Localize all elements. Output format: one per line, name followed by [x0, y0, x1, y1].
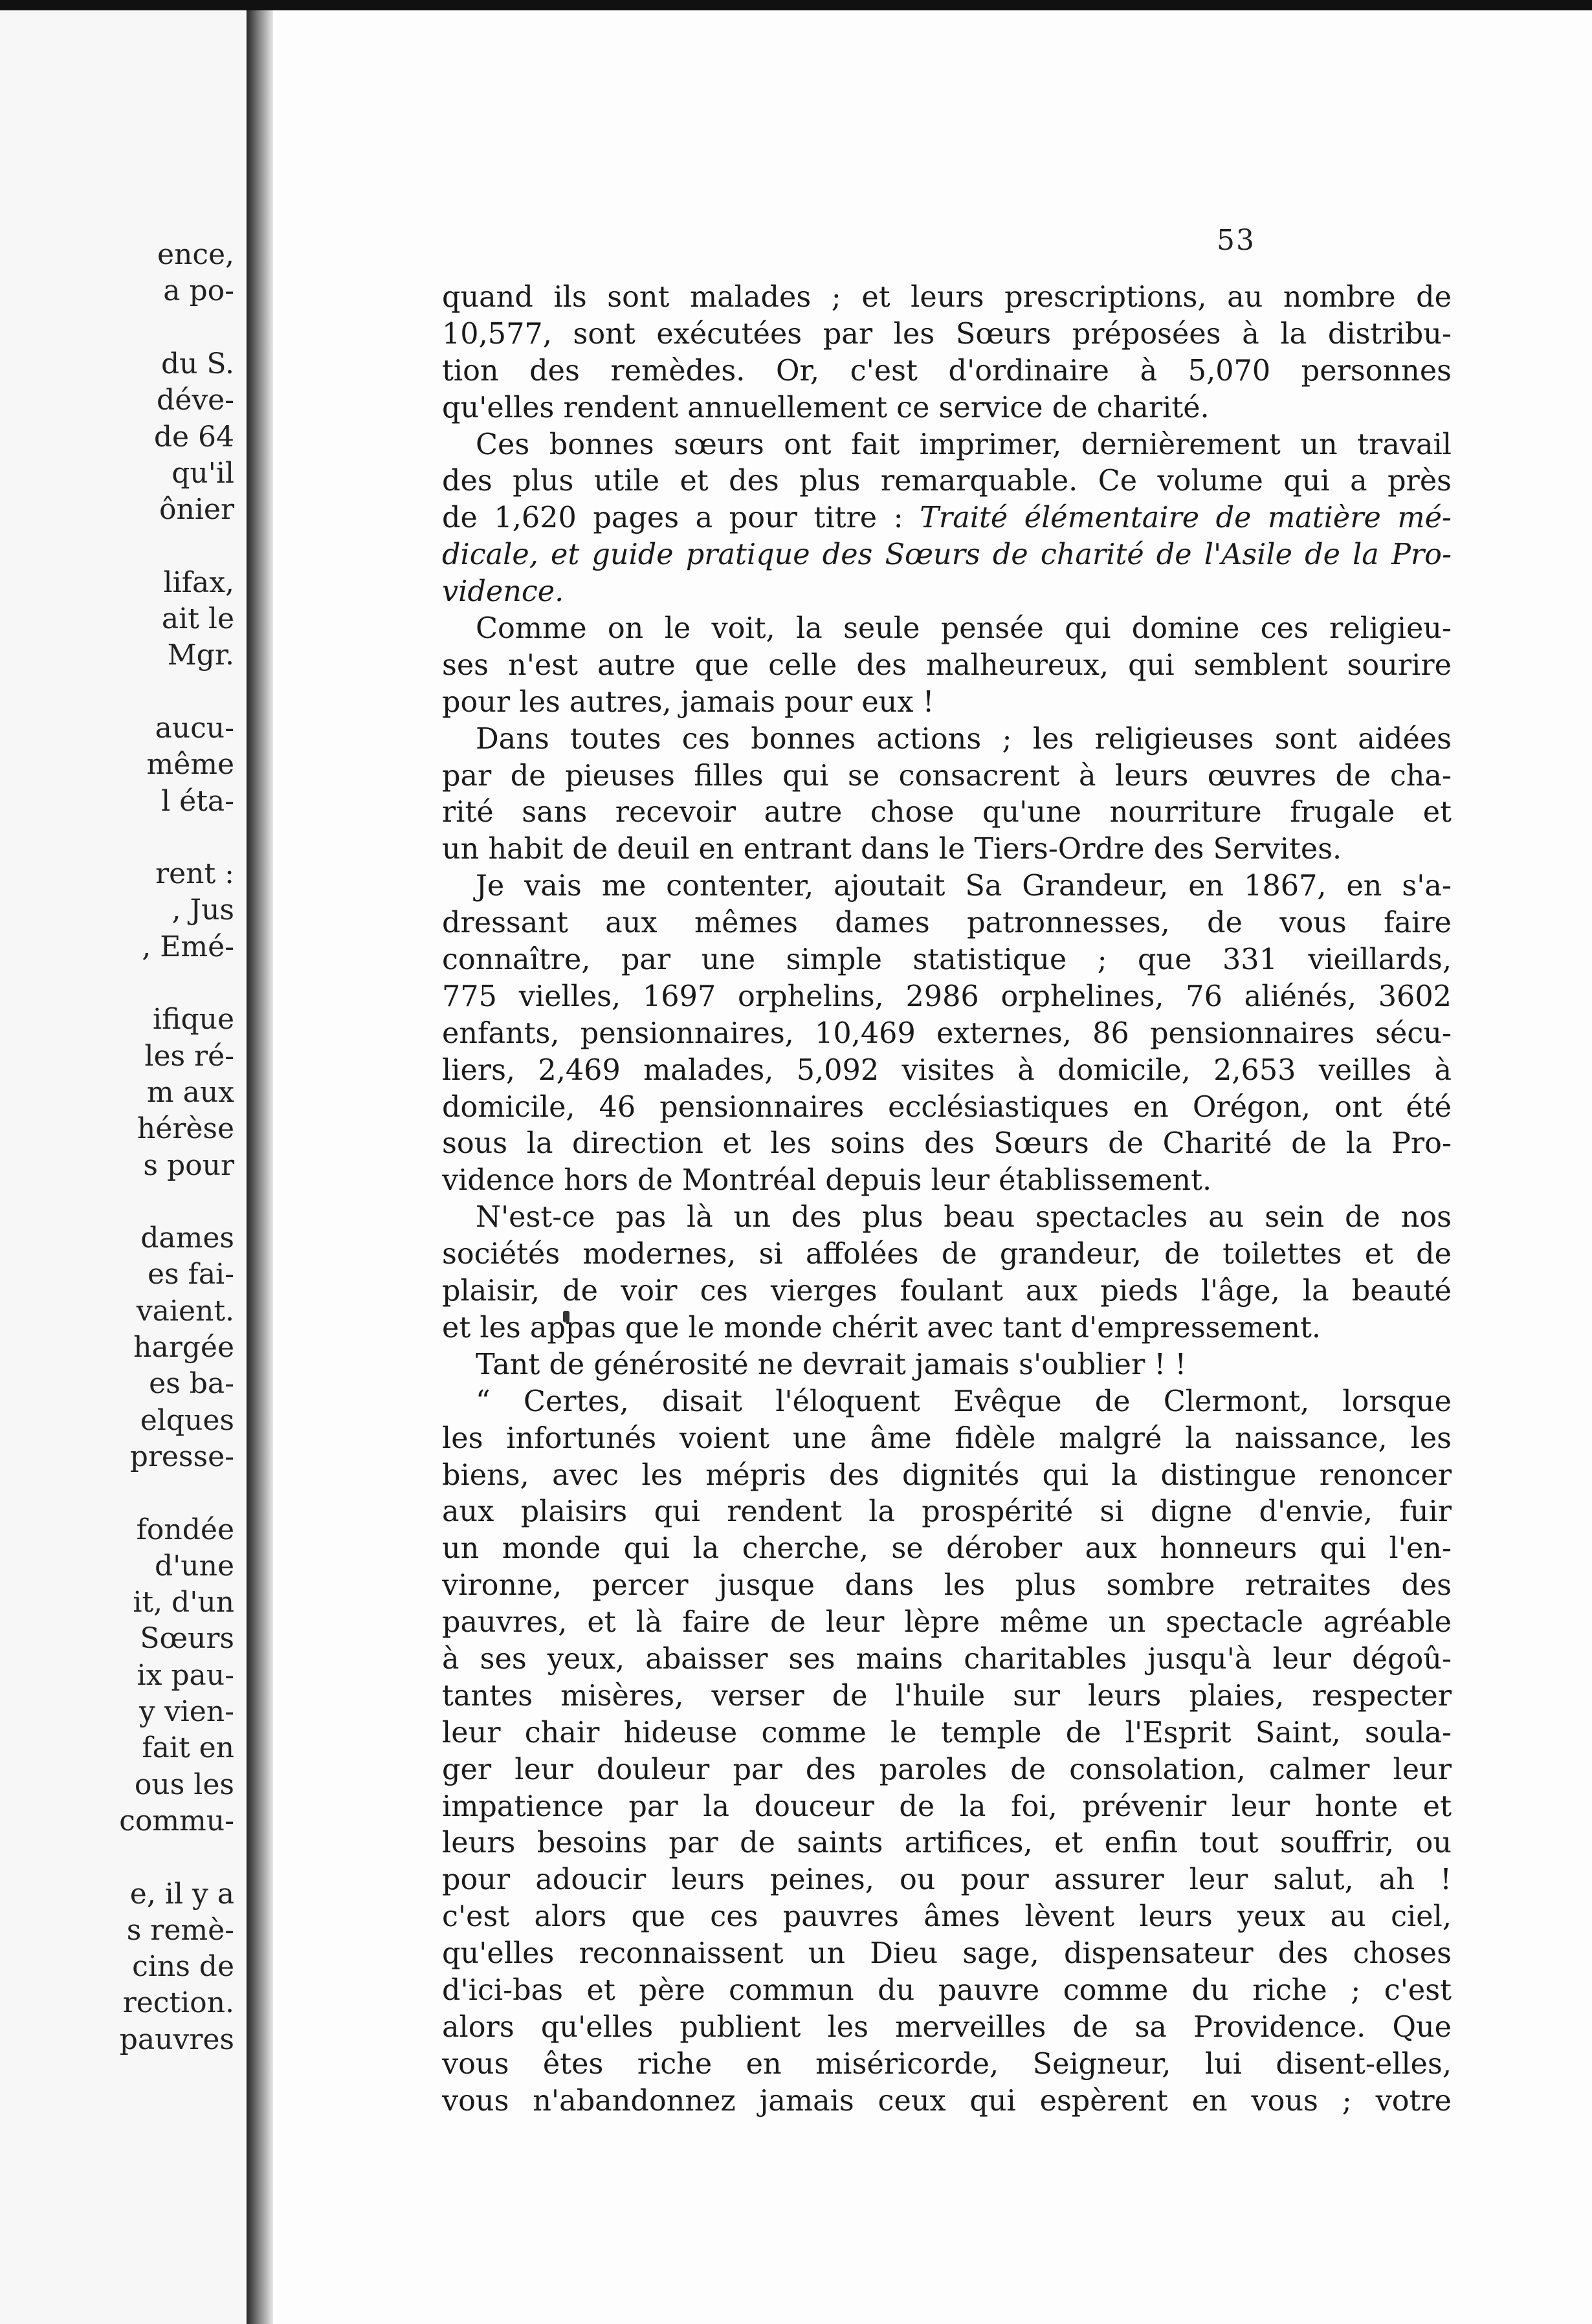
text-run: alors qu'elles publient les merveilles de sa Providence. Que: [442, 2010, 1452, 2044]
text-run: domicile, 46 pensionnaires ecclésiastiques en Orégon, ont été: [442, 1090, 1452, 1124]
text-run: vous n'abandonnez jamais ceux qui espèrent en vous ; votre: [442, 2084, 1452, 2118]
left-page-fragment: lifax,: [163, 565, 234, 599]
left-page-fragment: cins de: [132, 1950, 234, 1984]
text-line: [442, 574, 1452, 611]
left-page-fragment: de 64: [153, 420, 234, 454]
text-line: [442, 1273, 1452, 1310]
left-page-fragment: aucu-: [155, 711, 234, 745]
text-run: tion des remèdes. Or, c'est d'ordinaire à 5,070 personnes: [442, 354, 1452, 388]
text-line: [442, 795, 1452, 831]
text-line: [442, 353, 1452, 390]
left-page-fragment: fait en: [142, 1731, 234, 1765]
left-page-fragment: commu-: [119, 1804, 234, 1837]
text-run: Comme on le voit, la seule pensée qui domine ces religieu-: [476, 612, 1452, 646]
text-line: [442, 1421, 1452, 1458]
left-page-fragment: les ré-: [144, 1039, 234, 1073]
left-page-fragment: fondée: [136, 1513, 234, 1546]
text-line: [442, 1715, 1452, 1752]
left-page-fragment: y vien-: [138, 1695, 234, 1728]
text-line: [442, 611, 1452, 648]
left-page-fragment: es fai-: [147, 1258, 234, 1291]
text-line: [442, 905, 1452, 942]
left-page-fragment: qu'il: [171, 456, 234, 490]
text-line: [442, 2083, 1452, 2120]
text-line: [442, 1899, 1452, 1936]
text-run: aux plaisirs qui rendent la prospérité si digne d'envie, fuir: [442, 1495, 1452, 1529]
left-page-fragment: vaient.: [136, 1294, 234, 1328]
text-run: Ces bonnes sœurs ont fait imprimer, dernièrement un travail: [476, 428, 1452, 461]
text-run: 775 vielles, 1697 orphelins, 2986 orphelines, 76 aliénés, 3602: [442, 980, 1452, 1013]
left-page-fragment: it, d'un: [133, 1586, 234, 1619]
text-run: vous êtes riche en miséricorde, Seigneur, lui disent-elles,: [442, 2047, 1452, 2081]
left-page-fragment: , Jus: [171, 893, 234, 927]
text-line: [442, 831, 1452, 868]
page-number: 53: [1217, 224, 1255, 257]
left-page-fragment: déve-: [157, 384, 234, 417]
left-page-fragment: Mgr.: [167, 639, 234, 672]
left-page-fragment: s remè-: [126, 1913, 234, 1947]
text-run: les infortunés voient une âme fidèle malgré la naissance, les: [442, 1421, 1452, 1455]
text-run: qu'elles reconnaissent un Dieu sage, dispensateur des choses: [442, 1937, 1452, 1971]
body-text: [442, 280, 1452, 2120]
text-line: [442, 2046, 1452, 2083]
text-line: [442, 1347, 1452, 1384]
text-run: Tant de générosité ne devrait jamais s'oublier ! !: [476, 1348, 1187, 1381]
text-run: liers, 2,469 malades, 5,092 visites à domicile, 2,653 veilles à: [442, 1053, 1452, 1087]
text-line: [442, 648, 1452, 685]
text-line: [442, 1789, 1452, 1826]
text-run: sous la direction et les soins des Sœurs de Charité de la Pro-: [442, 1127, 1452, 1161]
left-page-fragment: dames: [140, 1222, 234, 1255]
left-page-fragment: e, il y a: [129, 1877, 234, 1911]
text-run: c'est alors que ces pauvres âmes lèvent leurs yeux au ciel,: [442, 1900, 1452, 1934]
text-line: [442, 1310, 1452, 1347]
text-line: [442, 1936, 1452, 1973]
left-page-fragment: rent :: [155, 857, 234, 891]
text-line: [442, 1825, 1452, 1862]
text-run: “ Certes, disait l'éloquent Evêque de Clermont, lorsque: [476, 1385, 1452, 1418]
text-run: de 1,620 pages a pour titre :: [442, 501, 903, 535]
text-run: vironne, percer jusque dans les plus sombre retraites des: [442, 1569, 1452, 1603]
text-run: leur chair hideuse comme le temple de l'Esprit Saint, soula-: [442, 1716, 1452, 1749]
text-line: [442, 316, 1452, 353]
left-page-fragment: du S.: [160, 347, 234, 380]
left-page-fragment: ait le: [161, 602, 234, 635]
text-run: Je vais me contenter, ajoutait Sa Grandeur, en 1867, en s'a-: [476, 870, 1452, 903]
text-line: [442, 500, 1452, 537]
text-run: enfants, pensionnaires, 10,469 externes, 86 pensionnaires sécu-: [442, 1016, 1452, 1050]
text-run: ger leur douleur par des paroles de consolation, calmer leur: [442, 1753, 1452, 1786]
left-page-fragment: même: [146, 748, 234, 782]
text-run: connaître, par une simple statistique ; que 331 vieillards,: [442, 943, 1452, 977]
italic-title-run: dicale, et guide pratique des Sœurs de charité de l'Asile de la Pro-: [442, 538, 1452, 572]
text-line: [442, 1605, 1452, 1641]
text-line: [442, 1200, 1452, 1236]
left-page-fragment: s pour: [143, 1148, 234, 1182]
text-line: [442, 537, 1452, 574]
text-line: [442, 1458, 1452, 1495]
text-line: [442, 1973, 1452, 2010]
text-line: [442, 463, 1452, 500]
text-run: tantes misères, verser de l'huile sur leurs plaies, respecter: [442, 1679, 1452, 1713]
left-page-fragment: a po-: [163, 274, 234, 308]
text-run: pour adoucir leurs peines, ou pour assurer leur salut, ah !: [442, 1863, 1452, 1897]
text-line: [442, 2010, 1452, 2046]
text-line: [442, 1531, 1452, 1568]
text-line: [442, 1053, 1452, 1090]
text-line: [442, 1236, 1452, 1273]
text-run: par de pieuses filles qui se consacrent à leurs œuvres de cha-: [442, 759, 1452, 793]
text-line: [442, 721, 1452, 758]
text-line: [442, 1678, 1452, 1715]
left-page-fragment: , Emé-: [142, 930, 234, 963]
text-line: [442, 1752, 1452, 1789]
text-run: ses n'est autre que celle des malheureux, qui semblent sourire: [442, 648, 1452, 682]
left-page-fragment: hargée: [133, 1331, 234, 1364]
text-line: [442, 390, 1452, 427]
left-page-fragment: ifique: [153, 1003, 234, 1036]
text-line: [442, 1016, 1452, 1053]
text-line: [442, 1862, 1452, 1899]
text-run: N'est-ce pas là un des plus beau spectacles au sein de nos: [476, 1201, 1452, 1234]
left-page-fragment: ous les: [134, 1768, 234, 1801]
text-run: un monde qui la cherche, se dérober aux honneurs qui l'en-: [442, 1532, 1452, 1566]
top-border: [0, 0, 1592, 10]
text-line: [442, 979, 1452, 1016]
left-page-fragment: elques: [140, 1403, 234, 1437]
left-page-fragment: Sœurs: [140, 1622, 234, 1656]
left-page-fragment: ix pau-: [137, 1658, 234, 1692]
text-run: sociétés modernes, si affolées de grandeur, de toilettes et de: [442, 1238, 1452, 1271]
text-run: qu'elles rendent annuellement ce service de charité.: [442, 391, 1210, 424]
text-run: dressant aux mêmes dames patronnesses, de vous faire: [442, 906, 1452, 940]
text-line: [442, 1641, 1452, 1678]
left-page-fragment: ônier: [159, 493, 234, 527]
italic-title-run: Traité élémentaire de matière mé-: [920, 501, 1452, 535]
text-line: [442, 1126, 1452, 1163]
text-run: vidence hors de Montréal depuis leur établissement.: [442, 1164, 1212, 1198]
text-run: un habit de deuil en entrant dans le Tiers-Ordre des Servites.: [442, 833, 1342, 866]
text-run: à ses yeux, abaisser ses mains charitables jusqu'à leur dégoû-: [442, 1642, 1452, 1676]
left-page-edge: [0, 10, 247, 2324]
text-run: 10,577, sont exécutées par les Sœurs préposées à la distribu-: [442, 317, 1452, 351]
text-run: Dans toutes ces bonnes actions ; les religieuses sont aidées: [476, 722, 1452, 756]
text-line: [442, 685, 1452, 721]
left-page-fragment: m aux: [146, 1075, 234, 1109]
text-run: et les appas que le monde chérit avec tant d'empressement.: [442, 1311, 1321, 1344]
text-run: pour les autres, jamais pour eux !: [442, 685, 934, 719]
text-run: d'ici-bas et père commun du pauvre comme du riche ; c'est: [442, 1973, 1452, 2007]
left-page-fragment: es ba-: [149, 1367, 234, 1401]
left-page-fragment: presse-: [129, 1440, 234, 1473]
text-run: impatience par la douceur de la foi, prévenir leur honte et: [442, 1790, 1452, 1823]
book-gutter: [247, 10, 273, 2324]
left-page-fragment: l éta-: [161, 784, 234, 818]
text-line: [442, 280, 1452, 316]
text-run: biens, avec les mépris des dignités qui la distingue renoncer: [442, 1458, 1452, 1492]
text-line: [442, 942, 1452, 979]
left-page-fragment: rection.: [122, 1986, 234, 2020]
text-run: plaisir, de voir ces vierges foulant aux pieds l'âge, la beauté: [442, 1275, 1452, 1308]
text-line: [442, 427, 1452, 464]
left-page-fragment: d'une: [155, 1549, 234, 1583]
left-page-fragment: ence,: [157, 238, 234, 271]
text-line: [442, 1494, 1452, 1531]
text-run: quand ils sont malades ; et leurs prescriptions, au nombre de: [442, 281, 1452, 314]
italic-title-run: vidence.: [442, 575, 564, 609]
text-line: [442, 1090, 1452, 1126]
text-line: [442, 1163, 1452, 1200]
text-run: leurs besoins par de saints artifices, et enfin tout souffrir, ou: [442, 1826, 1452, 1860]
text-run: pauvres, et là faire de leur lèpre même un spectacle agréable: [442, 1606, 1452, 1639]
text-run: des plus utile et des plus remarquable. Ce volume qui a près: [442, 465, 1452, 498]
text-line: [442, 758, 1452, 795]
left-page-fragment: pauvres: [119, 2023, 234, 2056]
text-run: rité sans recevoir autre chose qu'une nourriture frugale et: [442, 796, 1452, 829]
text-line: [442, 1384, 1452, 1421]
text-line: [442, 868, 1452, 905]
text-line: [442, 1568, 1452, 1605]
left-page-fragment: hérèse: [137, 1112, 234, 1146]
